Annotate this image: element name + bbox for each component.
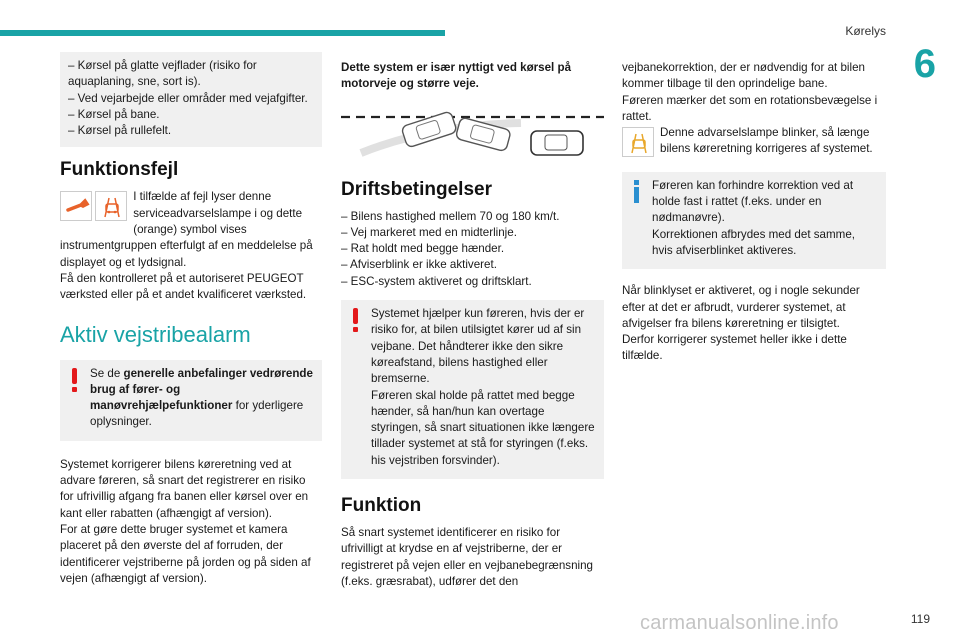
warning-box-2	[341, 300, 604, 479]
page-number: 119	[910, 612, 930, 626]
body-text-1: vejbanekorrektion, der er nødvendig for at bilen kommer tilbage til den oprindelige bane.	[622, 61, 865, 91]
warning-text-1: Systemet hjælper kun føreren, hvis der er risiko for, at bilen utilsigtet kører ud af sin vejbane. Det håndterer ikke den sikre køreafstand, bilens hastighed eller bremserne.	[371, 307, 585, 386]
fault-icons	[60, 191, 127, 221]
lane-keep-lamp-icon	[622, 127, 654, 157]
list-item: – Kørsel på glatte vejflader (risiko for aquaplaning, sne, sort is).	[68, 59, 257, 89]
function-heading: Funktion	[341, 495, 422, 517]
warning-box	[60, 360, 322, 441]
lamp-paragraph	[622, 125, 886, 158]
list-item: – Rat holdt med begge hænder.	[341, 242, 505, 256]
warning-bold: generelle anbefalinger vedrørende brug af fører- og manøvrehjælpefunktioner	[90, 366, 313, 413]
body-paragraph-1: Systemet korrigerer bilens køreretning ved at advare føreren, så snart det registrerer en risiko for ufrivillig afgang fra banen eller kørsel over en kant eller rabatten (afhængigt af version).	[60, 457, 309, 520]
warning-pre: Se de	[90, 366, 124, 380]
list-item: – ESC-system aktiveret og driftsklart.	[341, 274, 532, 288]
list-item: – Afviserblink er ikke aktiveret.	[341, 258, 497, 272]
warning-text-2: Føreren skal holde på rattet med begge hænder, så han/hun kan overtage styringen, så snart situationen ikke længere tillader systemet at stå for styringen (f.eks. his vejstriben forsvinder).	[371, 388, 595, 467]
header-bar	[0, 30, 445, 36]
column-2	[341, 60, 604, 590]
lane-departure-icon	[95, 191, 127, 221]
warning-post: for yderligere oplysninger.	[90, 399, 304, 429]
column-1	[60, 52, 322, 587]
body-text-4: Derfor korrigerer systemet heller ikke i dette tilfælde.	[622, 333, 847, 363]
info-text-2: Korrektionen afbrydes med det samme, hvis afviserblinket aktiveres.	[652, 227, 855, 257]
fault-paragraph	[60, 189, 322, 303]
body-text-2: Føreren mærker det som en rotationsbevægelse i rattet.	[622, 93, 878, 123]
info-box	[622, 172, 886, 269]
exclamation-icon	[353, 308, 359, 332]
wrench-warning-icon	[60, 191, 92, 221]
intro-text: Dette system er især nyttigt ved kørsel på motorveje og større veje.	[341, 61, 572, 91]
list-item: – Kørsel på bane.	[68, 107, 160, 121]
car-lane-illustration	[341, 105, 604, 161]
info-icon	[634, 180, 640, 203]
fault-text: I tilfælde af fejl lyser denne serviceadvarselslampe i og dette (orange) symbol vises instrumentgruppen efterfulgt af en meddelelse på displayet og et lydsignal.	[60, 190, 313, 269]
list-item: – Bilens hastighed mellem 70 og 180 km/t.	[341, 209, 560, 223]
lamp-text: Denne advarselslampe blinker, så længe bilens køreretning korrigeres af systemet.	[660, 126, 873, 156]
list-item: – Vej markeret med en midterlinje.	[341, 225, 517, 239]
function-text: Så snart systemet identificerer en risiko for ufrivilligt at krydse en af vejstriberne, der er registreret på vejen eller en vejbanebegrænsning (f.eks. græsrabat), udfører det den	[341, 526, 593, 588]
column-3	[622, 60, 886, 365]
fault-text-2: Få den kontrolleret på et autoriseret PEUGEOT værksted eller på et andet kvalificeret værksted.	[60, 271, 307, 302]
watermark: carmanualsonline.info	[640, 612, 839, 634]
section-title: Kørelys	[845, 24, 886, 38]
conditions-heading: Driftsbetingelser	[341, 178, 492, 200]
info-text-1: Føreren kan forhindre korrektion ved at holde fast i rattet (f.eks. under en nødmanøvre).	[652, 178, 854, 225]
list-item: – Kørsel på rullefelt.	[68, 124, 172, 138]
fault-heading: Funktionsfejl	[60, 159, 179, 181]
chapter-number: 6	[913, 42, 936, 86]
conditions-list	[341, 209, 604, 290]
conditions-box	[60, 52, 322, 147]
body-paragraph-2: For at gøre dette bruger systemet et kamera placeret på den øverste del af forruden, der identificerer vejstriberne på jorden og på siden af vejen (afhængigt af version).	[60, 522, 311, 585]
exclamation-icon	[72, 368, 78, 392]
body-text-3: Når blinklyset er aktiveret, og i nogle sekunder efter at det er afbrudt, vurderer systemet, at afvigelser fra bilens køreretning er tilsigtet.	[622, 284, 860, 330]
list-item: – Ved vejarbejde eller områder med vejafgifter.	[68, 91, 308, 105]
section-heading: Aktiv vejstribealarm	[60, 321, 251, 347]
